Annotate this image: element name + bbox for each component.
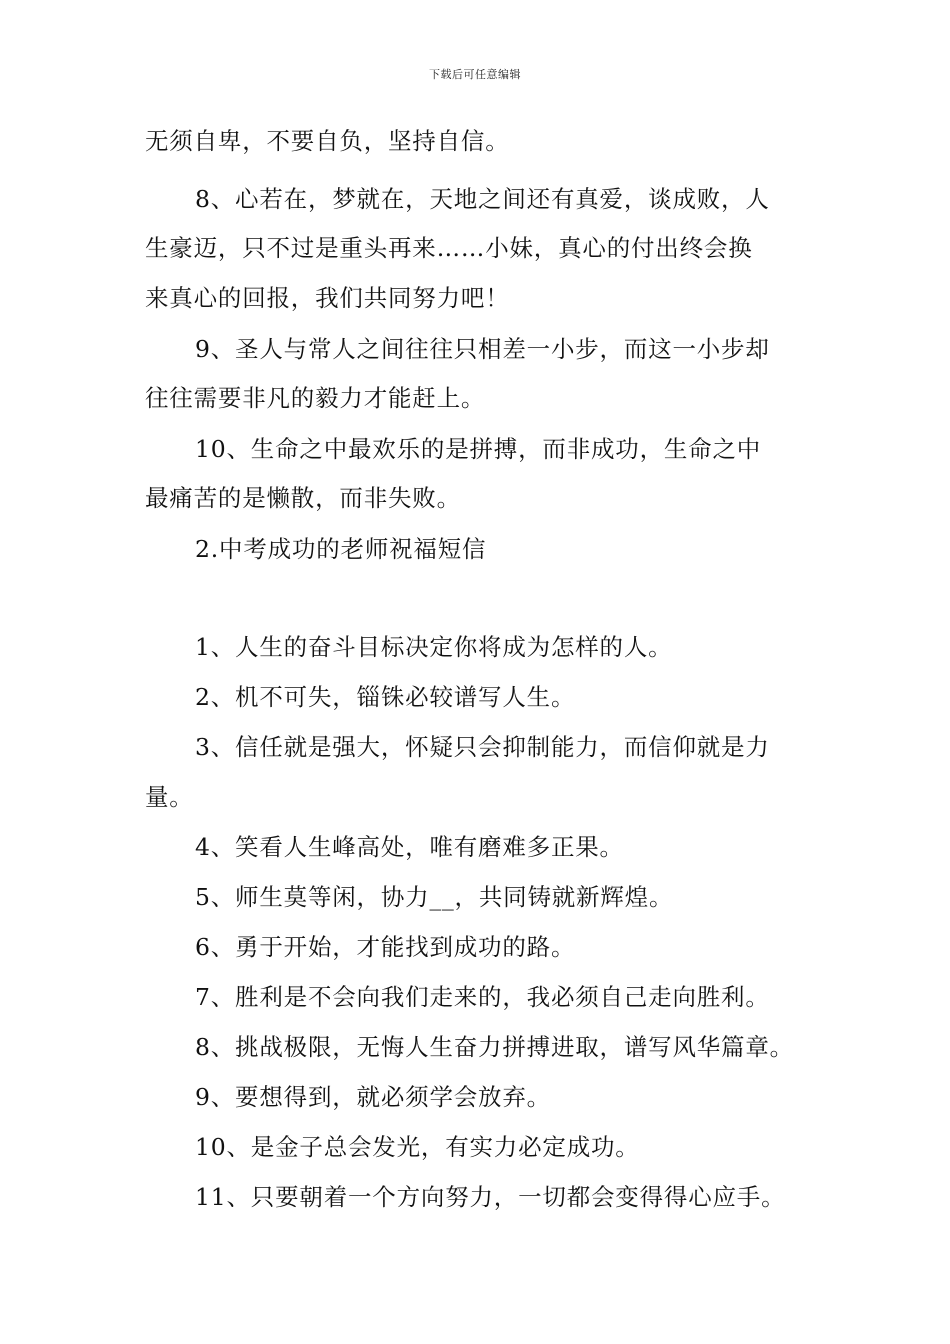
paragraph-line: 最痛苦的是懒散，而非失败。	[145, 484, 461, 512]
list-item: 9、要想得到，就必须学会放弃。	[195, 1083, 551, 1111]
list-item: 4、笑看人生峰高处，唯有磨难多正果。	[195, 833, 624, 861]
section-heading: 2.中考成功的老师祝福短信	[195, 535, 487, 563]
list-item: 5、师生莫等闲，协力__，共同铸就新辉煌。	[195, 883, 674, 911]
list-item: 2、机不可失，锱铢必较谱写人生。	[195, 683, 576, 711]
list-item: 8、挑战极限，无悔人生奋力拼搏进取，谱写风华篇章。	[195, 1033, 794, 1061]
paragraph-line: 9、圣人与常人之间往往只相差一小步，而这一小步却	[195, 335, 770, 363]
paragraph-line: 10、生命之中最欢乐的是拼搏，而非成功，生命之中	[195, 435, 762, 463]
list-item: 7、胜利是不会向我们走来的，我必须自己走向胜利。	[195, 983, 770, 1011]
list-item: 6、勇于开始，才能找到成功的路。	[195, 933, 576, 961]
page-header: 下载后可任意编辑	[429, 68, 521, 81]
list-item-continuation: 量。	[145, 783, 194, 811]
list-item: 10、是金子总会发光，有实力必定成功。	[195, 1133, 640, 1161]
paragraph-line: 8、心若在，梦就在，天地之间还有真爱，谈成败，人	[195, 185, 770, 213]
paragraph-line: 往往需要非凡的毅力才能赶上。	[145, 384, 486, 412]
paragraph-line: 无须自卑，不要自负，坚持自信。	[145, 127, 510, 155]
paragraph-line: 生豪迈，只不过是重头再来……小妹，真心的付出终会换	[145, 234, 753, 262]
list-item: 1、人生的奋斗目标决定你将成为怎样的人。	[195, 633, 673, 661]
paragraph-line: 来真心的回报，我们共同努力吧！	[145, 284, 510, 312]
list-item: 11、只要朝着一个方向努力，一切都会变得得心应手。	[195, 1183, 786, 1211]
list-item: 3、信任就是强大，怀疑只会抑制能力，而信仰就是力	[195, 733, 770, 761]
